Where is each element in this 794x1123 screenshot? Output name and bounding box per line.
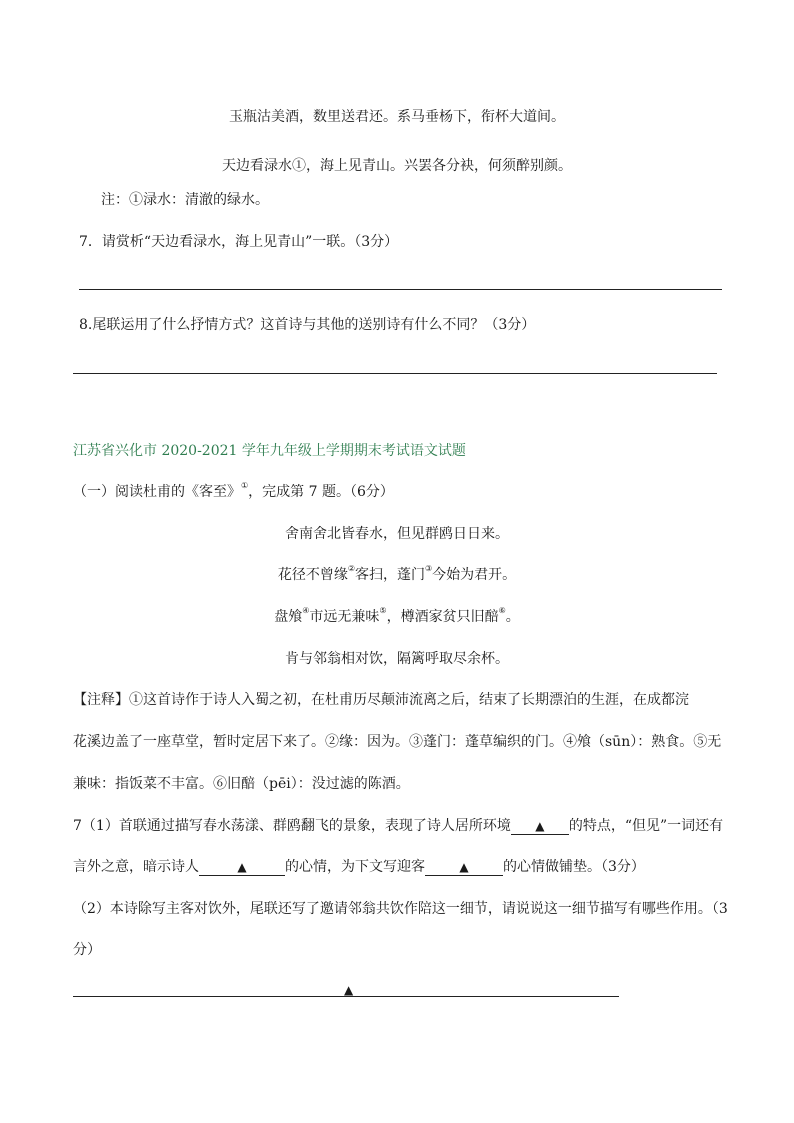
- question-7-1-line1: [73, 817, 723, 835]
- footnote-marker: ④: [302, 606, 310, 615]
- poem1-note: 注：①渌水：清澈的绿水。: [101, 192, 269, 208]
- question-8: 8.尾联运用了什么抒情方式？这首诗与其他的送别诗有什么不同？（3分）: [79, 317, 536, 333]
- q7-1-text-e: 的心情做铺垫。（3分）: [503, 859, 645, 875]
- answer-line-q7[interactable]: [79, 289, 722, 290]
- annotation-line3: 兼味：指饭菜不丰富。⑥旧醅（pēi）：没过滤的陈酒。: [73, 776, 410, 792]
- annotation-line2: 花溪边盖了一座草堂，暂时定居下来了。②缘：因为。③蓬门：蓬草编织的门。④飧（sūn）：熟食。⑤无: [73, 734, 722, 750]
- blank-marker-icon: ▲: [535, 819, 545, 833]
- footnote-marker: ①: [241, 481, 249, 490]
- intro-text-post: ，完成第 7 题。（6分）: [248, 484, 394, 500]
- annotation-line1: 【注释】①这首诗作于诗人入蜀之初，在杜甫历尽颠沛流离之后，结束了长期漂泊的生涯，在成都浣: [73, 692, 689, 708]
- poem1-line2: 天边看渌水①，海上见青山。兴罢各分袂，何须醉别颜。: [222, 158, 572, 174]
- poem2-line1: 舍南舍北皆春水，但见群鸥日日来。: [285, 526, 509, 542]
- fill-blank-2[interactable]: [199, 859, 285, 876]
- poem2-line3-b: 市远无兼味: [309, 609, 380, 625]
- intro-text-pre: （一）阅读杜甫的《客至》: [73, 484, 241, 500]
- poem2-line2: [0, 566, 794, 584]
- fill-blank-1[interactable]: [511, 818, 569, 835]
- poem2-line3-c: ，樽酒家贫只旧醅: [386, 609, 499, 625]
- footnote-marker: ⑥: [498, 606, 506, 615]
- poem2-line2-b: 客扫，蓬门: [355, 567, 425, 583]
- poem2-line2-c: 今始为君开。: [432, 567, 517, 583]
- blank-marker-icon: ▲: [344, 983, 354, 997]
- q7-1-text-a: 7（1）首联通过描写春水荡漾、群鸥翻飞的景象，表现了诗人居所环境: [73, 818, 511, 834]
- footnote-marker: ⑤: [379, 606, 387, 615]
- poem2-line3-a: 盘飧: [274, 609, 303, 625]
- answer-line-q8[interactable]: [73, 373, 717, 374]
- poem2-line3-d: 。: [505, 609, 520, 625]
- reading-intro: [73, 483, 394, 501]
- question-7-1-line2: [73, 858, 645, 876]
- question-7: 7．请赏析“天边看渌水，海上见青山”一联。（3分）: [79, 234, 399, 250]
- q7-1-text-b: 的特点，“但见”一词还有: [568, 818, 724, 834]
- question-7-2-line2: 分）: [73, 942, 101, 958]
- blank-marker-icon: ▲: [459, 860, 469, 874]
- poem2-line4: 肯与邻翁相对饮，隔篱呼取尽余杯。: [285, 651, 509, 667]
- poem1-line1: 玉瓶沽美酒，数里送君还。系马垂杨下，衔杯大道间。: [229, 109, 565, 125]
- question-7-2-line1: （2）本诗除写主客对饮外，尾联还写了邀请邻翁共饮作陪这一细节，请说说这一细节描写有哪些作用。（3: [73, 901, 728, 917]
- blank-marker-icon: ▲: [237, 860, 247, 874]
- footnote-marker: ③: [425, 564, 433, 573]
- footnote-marker: ②: [347, 564, 355, 573]
- q7-1-text-c: 言外之意，暗示诗人: [73, 859, 199, 875]
- q7-1-text-d: 的心情，为下文写迎客: [285, 859, 425, 875]
- section-title: 江苏省兴化市 2020-2021 学年九年级上学期期末考试语文试题: [73, 443, 466, 459]
- poem2-line3: [0, 608, 794, 626]
- poem2-line2-a: 花径不曾缘: [277, 567, 348, 583]
- fill-blank-3[interactable]: [425, 859, 503, 876]
